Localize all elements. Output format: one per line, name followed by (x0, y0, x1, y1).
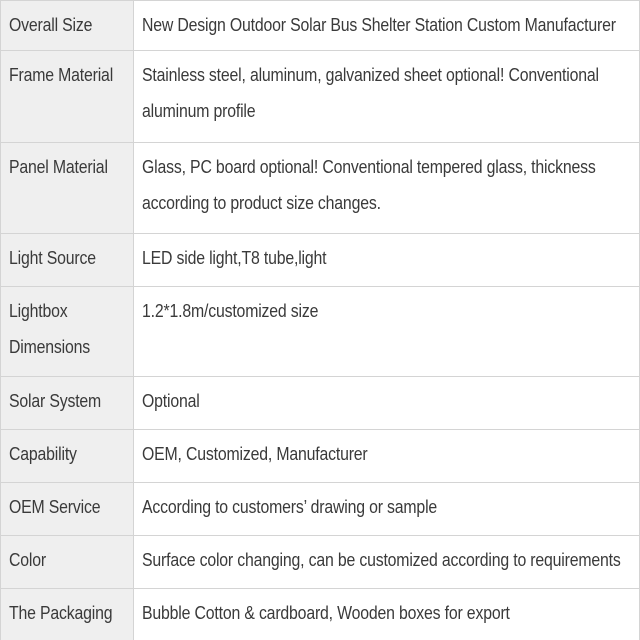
row-label-text: Solar System (9, 391, 102, 411)
row-label-text: Frame Material (9, 65, 114, 85)
row-value-text: LED side light,T8 tube,light (142, 248, 327, 268)
row-label (1, 1, 134, 51)
row-label (1, 536, 134, 589)
row-value-text: Optional (142, 391, 200, 411)
table-row (1, 377, 640, 430)
table-row (1, 287, 640, 377)
row-value-text: New Design Outdoor Solar Bus Shelter Station Custom Manufacturer (142, 15, 616, 35)
row-label (1, 589, 134, 640)
row-value-text: Bubble Cotton & cardboard, Wooden boxes for export (142, 603, 510, 623)
row-value-text: OEM, Customized, Manufacturer (142, 444, 368, 464)
row-value (134, 234, 640, 287)
row-label-text: Light Source (9, 248, 96, 268)
row-label (1, 143, 134, 234)
row-label-text: The Packaging (9, 603, 113, 623)
row-label (1, 430, 134, 483)
row-value-text: Stainless steel, aluminum, galvanized sheet optional! Conventional aluminum profile (142, 65, 599, 121)
table-row (1, 51, 640, 143)
row-value-text: Glass, PC board optional! Conventional tempered glass, thickness according to product size changes. (142, 157, 596, 213)
table-row (1, 143, 640, 234)
table-row (1, 536, 640, 589)
row-value (134, 1, 640, 51)
row-value (134, 51, 640, 143)
row-label (1, 377, 134, 430)
row-value (134, 589, 640, 640)
table-row (1, 589, 640, 640)
row-value (134, 287, 640, 377)
table-row (1, 1, 640, 51)
row-label-text: Overall Size (9, 15, 93, 35)
row-value (134, 430, 640, 483)
row-value-text: According to customers’ drawing or sample (142, 497, 438, 517)
row-label (1, 483, 134, 536)
row-label-text: Color (9, 550, 46, 570)
row-label-text: Lightbox Dimensions (9, 301, 91, 357)
row-label (1, 287, 134, 377)
row-label (1, 51, 134, 143)
table-row (1, 234, 640, 287)
row-label-text: OEM Service (9, 497, 101, 517)
table-row (1, 430, 640, 483)
row-label-text: Panel Material (9, 157, 108, 177)
table-row (1, 483, 640, 536)
row-value (134, 377, 640, 430)
row-value (134, 536, 640, 589)
row-value-text: 1.2*1.8m/customized size (142, 301, 319, 321)
row-value (134, 143, 640, 234)
row-value-text: Surface color changing, can be customized according to requirements (142, 550, 621, 570)
row-label-text: Capability (9, 444, 77, 464)
row-value (134, 483, 640, 536)
row-label (1, 234, 134, 287)
